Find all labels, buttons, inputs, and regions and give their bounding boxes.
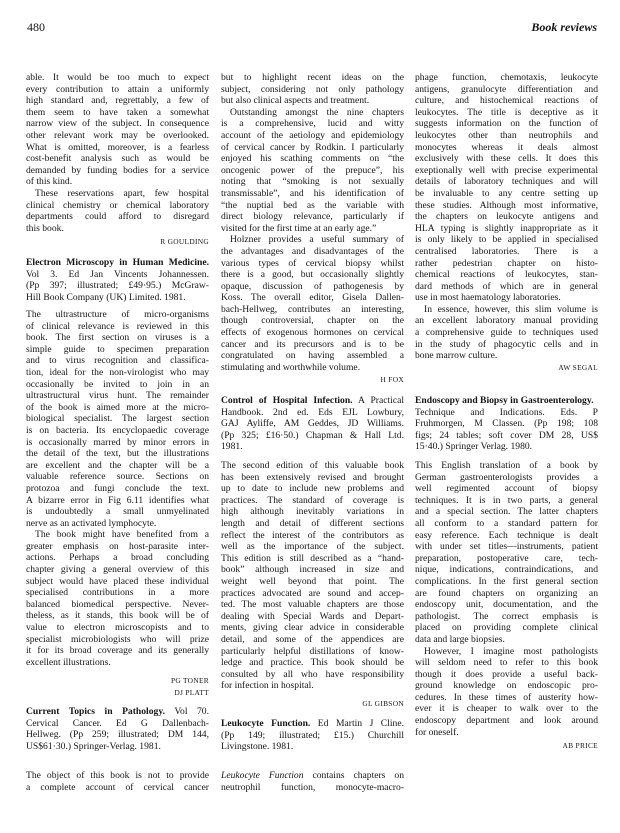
text-line: is undoubtedly a small unmyelinated	[26, 506, 209, 518]
text-line: preparation, postoperative care, tech-	[415, 552, 598, 564]
text-line: high although inevitably variations in	[221, 506, 404, 518]
text-line: every contribution to attain a uniformly	[26, 83, 209, 95]
review-continuation	[221, 72, 404, 373]
text-line: other relevant work may be overlooked.	[26, 129, 209, 141]
text-line: figs; 24 tables; soft cover DM 28, US$	[415, 429, 598, 441]
text-line: These reservations apart, few hospital	[35, 187, 209, 199]
text-line: monocytes whereas it deals almost	[415, 141, 598, 153]
reviewer-signatures: PG TONER DJ PLATT	[170, 676, 209, 697]
text-line: particularly helpful distillations of know-	[221, 645, 404, 657]
text-line: actions. Perhaps a broad concluding	[26, 552, 209, 564]
text-line: In essence, however, this slim volume is	[424, 303, 598, 315]
review-heading-leukocyte-function: Leukocyte Function. Ed Martin J Cline. (Pp 149; illustrated; £15.) Churchill Livingstone. 1981.	[221, 718, 404, 753]
text-line: greater emphasis on host-parasite inter-	[26, 540, 209, 552]
text-line: direct biology relevance, particularly if	[221, 211, 404, 223]
text-line: This edition is still described as a “hand-	[221, 552, 404, 564]
text-line: ultrastructural virus hunt. The remainder	[26, 390, 209, 402]
text-line: 15·40.) Springer Verlag. 1980.	[415, 441, 533, 453]
text-line: but also clinical aspects and treatment.	[221, 95, 370, 107]
text-line: has been extensively revised and brought	[221, 471, 404, 483]
text-line: in the study of phagocytic cells and in	[415, 338, 598, 350]
book-title: Current Topics in Pathology.	[26, 706, 165, 717]
text-line: specialist microbiologists who will prize	[26, 633, 209, 645]
text-line: The ultrastructure of micro-organisms	[26, 309, 209, 320]
text-line: practices. The standard of coverage is	[221, 494, 404, 506]
text-line: of this kind.	[26, 176, 73, 188]
review-body-leukocyte-function: Leukocyte Function contains chapters on neutrophil function, monocyte-macro-	[221, 770, 404, 793]
page-number: 480	[27, 20, 45, 34]
text-line: congratulated on having assembled a	[221, 350, 404, 362]
text-line: clinical chemistry or chemical laboratory	[26, 199, 209, 211]
text-line: occasionally be invited to join in an	[26, 378, 209, 390]
text-line: various types of cervical biopsy whilst	[221, 257, 404, 269]
review-continuation	[415, 72, 598, 362]
text-line: oncogenic power of the prepuce”, his	[221, 164, 404, 176]
text-line: is only likely to be applied in specialised	[415, 234, 598, 246]
text-line: the detail of the text, but the illustrations	[26, 448, 209, 460]
text-line: practices advocated are sound and accep-	[221, 587, 404, 599]
text-line: account of the aetiology and epidemiology	[221, 129, 404, 141]
text-line: subject, considering not only pathology	[221, 83, 404, 95]
text-line: ted. The most valuable chapters are those	[221, 599, 404, 611]
text-line: noting that “smoking is not sexually	[221, 176, 404, 188]
text-line: chapter giving a general overview of this	[26, 564, 209, 576]
text-line: it for its broad coverage and its generally	[26, 645, 209, 657]
review-heading-endoscopy	[415, 395, 598, 453]
text-line: departments could afford to disregard	[26, 211, 209, 223]
text-line: up to date to include new problems and	[221, 483, 404, 495]
text-line: opaque, discussion of pathogenesis by	[221, 280, 404, 292]
text-line: techniques. It is in two parts, a general	[415, 494, 598, 506]
text-line: details of laboratory techniques and will	[415, 176, 598, 188]
text-line: Vol 3. Ed Jan Vincents Johannessen.	[26, 268, 209, 280]
review-body-hospital-infection	[221, 460, 404, 692]
reviewer-signature: R GOULDING	[160, 237, 209, 246]
text-line: leukocytes. The title is deceptive as it	[415, 106, 598, 118]
text-line: and to virus recognition and classifica-	[26, 355, 209, 367]
text-line: The second edition of this valuable book	[221, 460, 404, 471]
book-title: Electron Microscopy in Human Medicine.	[26, 257, 209, 268]
text-line: but to highlight recent ideas on the	[221, 72, 404, 83]
text-line: subject would have placed these individual	[26, 575, 209, 587]
text-line: centralised laboratories. There is a	[415, 245, 598, 257]
text-line: reflect the interest of the contributors as	[221, 529, 404, 541]
review-heading-electron-microscopy	[26, 257, 209, 303]
review-heading-hospital-infection: Control of Hospital Infection. A Practical Handbook. 2nd ed. Eds EJL Lowbury, GAJ Ayliffe, AM Geddes, JD Williams. (Pp 325; £16·50.) Chapman & Hall Ltd. 1981.	[221, 395, 404, 453]
text-line: the chapters on leukocyte antigens and	[415, 211, 598, 223]
text-line: What is omitted, moreover, is a fearless	[26, 141, 209, 153]
text-line: This English translation of a book by	[415, 460, 598, 471]
text-line: complications. In the first general section	[415, 575, 598, 587]
text-line: bach-Hellweg, contributes an interesting,	[221, 303, 404, 315]
text-line: placed on providing complete clinical	[415, 622, 598, 634]
text-line: biological specialist. The largest section	[26, 413, 209, 425]
text-line: ments, giving clear advice in considerable	[221, 622, 404, 634]
review-body-electron-microscopy	[26, 309, 209, 668]
text-line: an excellent laboratory manual providing	[415, 315, 598, 327]
text-line: dard methods of which are in general	[415, 280, 598, 292]
text-line: is on bacteria. Its encyclopaedic coverage	[26, 424, 209, 436]
text-line: endoscopy unit, documentation, and the	[415, 599, 598, 611]
text-line: ledge and practice. This book should be	[221, 657, 404, 669]
text-line: specialised contributions in a more	[26, 587, 209, 599]
text-line: demanded by funding bodies for a service	[26, 164, 209, 176]
text-line: valuable reference source. Sections on	[26, 471, 209, 483]
text-line: However, I imagine most pathologists	[424, 645, 598, 657]
text-line: weight well beyond that point. The	[221, 575, 404, 587]
text-line: of clinical relevance is reviewed in this	[26, 320, 209, 332]
text-line: protozoa and fungi conclude the text.	[26, 482, 209, 494]
text-line: bone marrow culture.	[415, 350, 498, 362]
text-line: and a special section. The latter chapters	[415, 506, 598, 518]
text-line: a complete account of cervical cancer	[26, 781, 209, 793]
review-body-endoscopy	[415, 460, 598, 738]
text-line: book” although increased in size and	[221, 564, 404, 576]
text-line: tion, ideal for the non-virologist who may	[26, 366, 209, 378]
text-line: exclusively with these cells. It does this	[415, 153, 598, 165]
text-line: is a comprehensive, lucid and witty	[221, 118, 404, 130]
text-line: culture, and histochemical reactions of	[415, 95, 598, 107]
text-line: these studies. Although most informative,	[415, 199, 598, 211]
page-header	[27, 20, 597, 36]
text-line: all conform to a standard pattern for	[415, 517, 598, 529]
text-line: of cervical cancer by Rodkin. I particularly	[221, 141, 404, 153]
book-title-italic: Leukocyte Function	[221, 770, 304, 781]
text-line: (Pp 397; illustrated; £49·95.) McGraw-	[26, 280, 209, 292]
text-line: narrow view of the subject. In consequence	[26, 118, 209, 130]
text-line: value to electron microscopists and to	[26, 622, 209, 634]
text-line: the advantages and disadvantages of the	[221, 245, 404, 257]
text-line: for oneself.	[415, 726, 459, 738]
text-line: chemical reactions of leukocytes, stan-	[415, 269, 598, 281]
text-line: phage function, chemotaxis, leukocyte	[415, 72, 598, 83]
text-line: theless, as it stands, this book will be of	[26, 610, 209, 622]
section-title: Book reviews	[531, 20, 597, 34]
text-line: pathologist. The correct emphasis is	[415, 610, 598, 622]
text-line: consulted by all who have responsibility	[221, 668, 404, 680]
text-line: nerve as an activated lymphocyte.	[26, 517, 157, 529]
text-line: them seem to have taken a somewhat	[26, 106, 209, 118]
text-line: ground knowledge on endoscopic pro-	[415, 680, 598, 692]
text-line: be invaluable to any centre setting up	[415, 187, 598, 199]
text-line: is occasionally marred by minor errors in	[26, 436, 209, 448]
text-line: high standard and, regrettably, a few of	[26, 95, 209, 107]
text-line: leukocytes other than neutrophils and	[415, 129, 598, 141]
text-line: “the nuptial bed as the variable with	[221, 199, 404, 211]
text-line: effects of exogenous hormones on cervical	[221, 327, 404, 339]
text-line: use in most haematology laboratories.	[415, 292, 561, 304]
text-line: Koss. The overall editor, Gisela Dallen-	[221, 292, 404, 304]
text-line: cedures. In these times of austerity how-	[415, 691, 598, 703]
text-line: rather pedestrian chapter on histo-	[415, 257, 598, 269]
text-line: stimulating and worthwhile volume.	[221, 361, 361, 373]
reviewer-signature: AB PRICE	[562, 741, 598, 750]
text-line: nique, indications, contraindications, and	[415, 564, 598, 576]
text-line: though it does provide a useful back-	[415, 668, 598, 680]
reviewer-signature: GL GIBSON	[362, 699, 404, 708]
review-continuation	[26, 72, 209, 234]
text-line: are excellent and the chapter will be a	[26, 459, 209, 471]
text-line: The book might have benefited from a	[35, 529, 209, 541]
text-line: data and large biopsies.	[415, 633, 505, 645]
text-line: German gastroenterologists provides a	[415, 471, 598, 483]
text-line: exeptionally well with precise experimental	[415, 164, 598, 176]
text-line: Technique and Indications. Eds. P	[415, 406, 598, 418]
text-line: well regimented account of biopsy	[415, 483, 598, 495]
text-line: easy reference. Each technique is dealt	[415, 529, 598, 541]
text-line: A bizarre error in Fig 6.11 identifies what	[26, 494, 209, 506]
text-line: Outstanding amongst the nine chapters	[230, 106, 404, 118]
text-line: excellent illustrations.	[26, 656, 111, 668]
text-line: dealing with Special Wards and Depart-	[221, 610, 404, 622]
text-line: cancer and its precursors and is to be	[221, 338, 404, 350]
text-line: are found chapters on organizing an	[415, 587, 598, 599]
text-line: simple guide to specimen preparation	[26, 343, 209, 355]
text-line: Holzner provides a useful summary of	[230, 234, 404, 246]
text-line: The object of this book is not to provide	[26, 770, 209, 781]
book-title: Control of Hospital Infection.	[221, 395, 353, 406]
review-body-current-topics	[26, 770, 209, 793]
text-line: length and detail of different sections	[221, 517, 404, 529]
text-line: a comprehensive guide to techniques used	[415, 327, 598, 339]
text-line: cost-benefit analysis such as would be	[26, 153, 209, 165]
text-line: enjoyed his scathing comments on “the	[221, 153, 404, 165]
text-line: balanced biomedical perspective. Never-	[26, 598, 209, 610]
text-line: for infection in hospital.	[221, 680, 314, 692]
text-line: antigens, granulocyte differentiation and	[415, 83, 598, 95]
text-line: with under set titles—instruments, patient	[415, 541, 598, 553]
review-heading-current-topics: Current Topics in Pathology. Vol 70. Cervical Cancer. Ed G Dallenbach- Hellweg. (Pp 259; illustrated; DM 144, US$61·30.) Springer-Verlag. 1981.	[26, 706, 209, 752]
book-title: Endoscopy and Biopsy in Gastroenterology.	[415, 395, 594, 406]
text-line: HLA typing is slightly inappropriate as it	[415, 222, 598, 234]
text-line: detail, and some of the appendices are	[221, 633, 404, 645]
text-line: book. The first section on viruses is a	[26, 332, 209, 344]
text-line: visited for the first time at an early age.”	[221, 222, 377, 234]
text-line: this book.	[26, 222, 64, 234]
text-line: of the book is aimed more at the micro-	[26, 401, 209, 413]
text-line: though controversial, chapter on the	[221, 315, 404, 327]
text-line: ever it is cheaper to walk over to the	[415, 703, 598, 715]
reviewer-signature: AW SEGAL	[558, 363, 598, 372]
text-line: there is a good, but occasionally slightly	[221, 269, 404, 281]
book-title: Leukocyte Function.	[221, 718, 311, 729]
text-line: endoscopy department and look around	[415, 715, 598, 727]
reviewer-signature: H FOX	[380, 375, 404, 384]
text-line: Hill Book Company (UK) Limited. 1981.	[26, 291, 186, 303]
text-line: suggests information on the function of	[415, 118, 598, 130]
text-line: able. It would be too much to expect	[26, 72, 209, 83]
text-line: transmissable”, and his identification of	[221, 187, 404, 199]
text-line: will seldom need to refer to this book	[415, 657, 598, 669]
text-line: well as the importance of the subject.	[221, 541, 404, 553]
text-line: Fruhmorgen, M Classen. (Pp 198; 108	[415, 418, 598, 430]
